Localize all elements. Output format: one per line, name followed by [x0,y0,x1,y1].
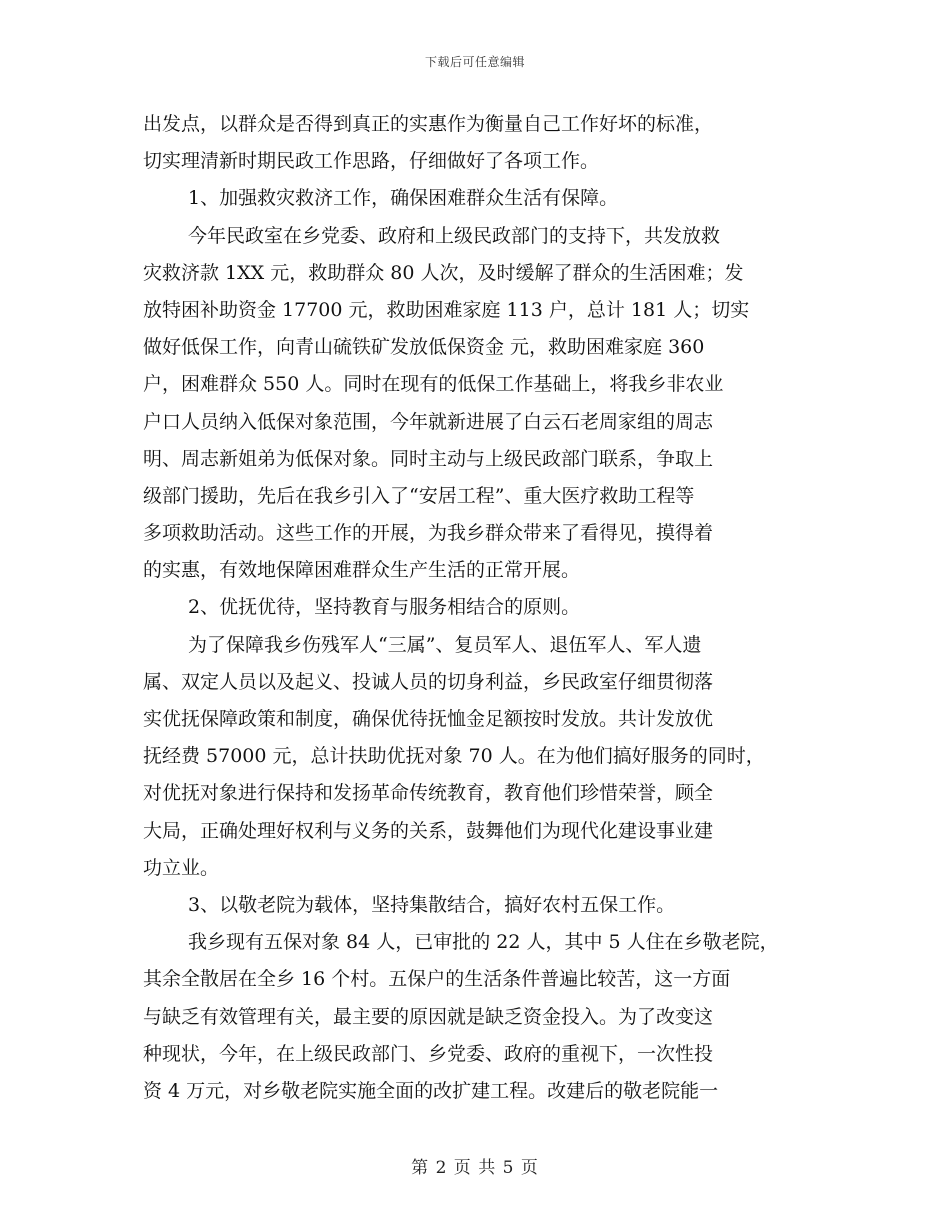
text-line: 对优抚对象进行保持和发扬革命传统教育，教育他们珍惜荣誉，顾全 [143,782,714,805]
text-line: 其余全散居在全乡 16 个村。五保户的生活条件普遍比较苦，这一方面 [143,968,731,991]
text-line: 资 4 万元，对乡敬老院实施全面的改扩建工程。改建后的敬老院能一 [143,1079,719,1102]
text-line: 2、优抚优待，坚持教育与服务相结合的原则。 [188,596,581,619]
text-line: 户，困难群众 550 人。同时在现有的低保工作基础上，将我乡非农业 [143,373,724,396]
text-line: 1、加强救灾救济工作，确保困难群众生活有保障。 [188,187,619,210]
text-line: 为了保障我乡伤残军人“三属”、复员军人、退伍军人、军人遗 [188,633,702,656]
text-line: 灾救济款 1XX 元，救助群众 80 人次，及时缓解了群众的生活困难；发 [143,261,744,284]
text-line: 我乡现有五保对象 84 人，已审批的 22 人，其中 5 人住在乡敬老院， [188,931,779,954]
text-line: 属、双定人员以及起义、投诚人员的切身利益，乡民政室仔细贯彻落 [143,670,714,693]
document-body [143,106,813,1110]
page-number-footer: 第 2 页 共 5 页 [411,1158,539,1178]
text-line: 多项救助活动。这些工作的开展，为我乡群众带来了看得见，摸得着 [143,522,714,545]
text-line: 的实惠，有效地保障困难群众生产生活的正常开展。 [143,559,581,582]
page-header: 下载后可任意编辑 [424,55,525,69]
text-line: 实优抚保障政策和制度，确保优待抚恤金足额按时发放。共计发放优 [143,708,714,730]
text-line: 级部门援助，先后在我乡引入了“安居工程”、重大医疗救助工程等 [143,484,695,507]
text-line: 种现状，今年，在上级民政部门、乡党委、政府的重视下，一次性投 [143,1042,714,1065]
text-line: 切实理清新时期民政工作思路，仔细做好了各项工作。 [143,150,600,173]
text-line: 大局，正确处理好权利与义务的关系，鼓舞他们为现代化建设事业建 [143,819,714,842]
text-line: 户口人员纳入低保对象范围，今年就新进展了白云石老周家组的周志 [143,410,714,433]
text-line: 3、以敬老院为载体，坚持集散结合，搞好农村五保工作。 [188,893,676,916]
text-line: 出发点，以群众是否得到真正的实惠作为衡量自己工作好坏的标准， [143,113,714,135]
text-line: 做好低保工作，向青山硫铁矿发放低保资金 元，救助困难家庭 360 [143,336,705,359]
text-line: 抚经费 57000 元，总计扶助优抚对象 70 人。在为他们搞好服务的同时， [143,745,765,768]
text-line: 明、周志新姐弟为低保对象。同时主动与上级民政部门联系，争取上 [143,447,714,470]
text-line: 与缺乏有效管理有关，最主要的原因就是缺乏资金投入。为了改变这 [143,1005,714,1028]
text-line: 功立业。 [143,856,220,879]
text-line: 今年民政室在乡党委、政府和上级民政部门的支持下，共发放救 [188,224,721,247]
text-line: 放特困补助资金 17700 元，救助困难家庭 113 户，总计 181 人；切实 [143,298,750,321]
